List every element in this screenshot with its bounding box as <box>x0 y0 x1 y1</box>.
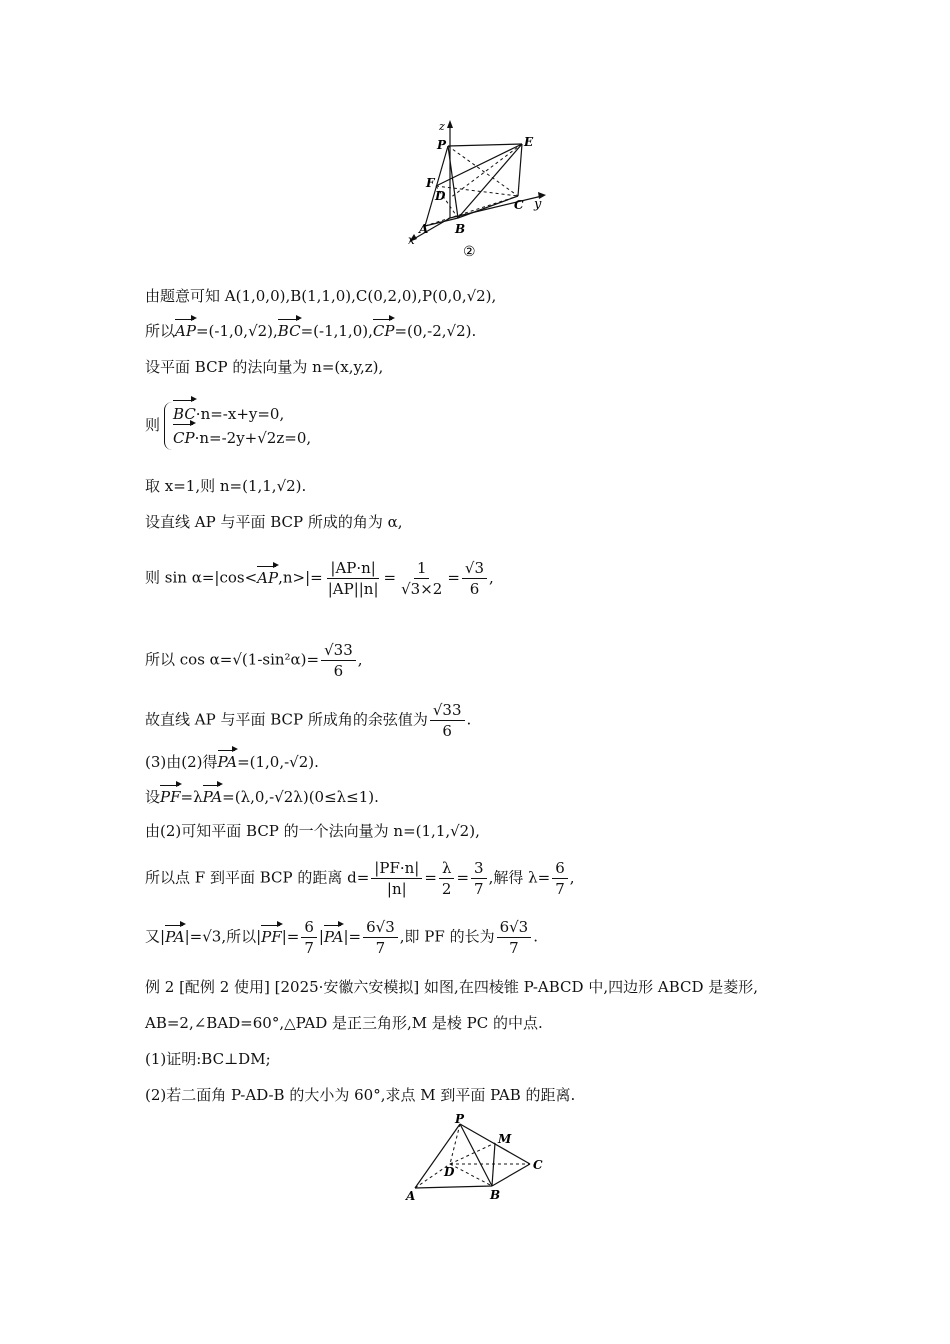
fraction <box>301 917 317 958</box>
text: , <box>357 650 363 669</box>
vector-pa: PA <box>217 753 238 771</box>
text: . <box>466 710 472 729</box>
text: 则 sin α=|cos< <box>145 568 258 587</box>
text: =(0,-2,√2). <box>394 322 477 340</box>
fraction <box>321 640 356 681</box>
text-line-8 <box>145 640 363 681</box>
question-2: (2)若二面角 P-AD-B 的大小为 60°,求点 M 到平面 PAB 的距离. <box>145 1086 576 1104</box>
numerator: √33 <box>430 700 465 721</box>
text: = <box>424 868 437 887</box>
example-heading: 例 2 [配例 2 使用] [2025·安徽六安模拟] 如图,在四棱锥 P-ABCD 中,四边形 ABCD 是菱形, <box>145 978 759 996</box>
question-1: (1)证明:BC⊥DM; <box>145 1050 271 1068</box>
vector-ap: AP <box>257 568 279 587</box>
numerator: √3 <box>462 558 487 579</box>
label-A: A <box>406 1189 416 1203</box>
text-line-14 <box>145 917 538 958</box>
denominator: 7 <box>304 939 314 957</box>
vector-bc: BC <box>277 322 301 340</box>
text-line-9 <box>145 700 471 741</box>
fraction <box>439 858 455 899</box>
vector-pa: PA <box>323 927 344 946</box>
denominator: 2 <box>441 880 452 898</box>
text: = <box>447 568 460 587</box>
label-C: C <box>514 198 524 212</box>
text: =(λ,0,-√2λ)(0≤λ≤1). <box>222 788 379 806</box>
numerator: 6 <box>552 858 568 879</box>
equation-1: ·n=-x+y=0, <box>195 405 285 423</box>
text: =(-1,0,√2), <box>195 322 278 340</box>
text-line-5: 取 x=1,则 n=(1,1,√2). <box>145 477 307 495</box>
vector-cp: CP <box>173 426 195 450</box>
numerator: |PF·n| <box>371 858 422 879</box>
numerator: λ <box>439 858 455 879</box>
system-brace <box>164 402 311 450</box>
text: 故直线 AP 与平面 BCP 所成角的余弦值为 <box>145 710 428 729</box>
fraction <box>371 858 422 899</box>
text: |=√3,所以| <box>184 927 262 946</box>
text: |= <box>281 927 300 946</box>
denominator: 7 <box>509 939 519 957</box>
fraction <box>430 700 465 741</box>
numerator: |AP·n| <box>327 558 378 579</box>
denominator: |n| <box>386 880 407 898</box>
label-B: B <box>490 1188 501 1202</box>
text: ,即 PF 的长为 <box>399 927 495 946</box>
vector-ap: AP <box>175 322 196 340</box>
label-C: C <box>533 1158 543 1172</box>
text-line-16: AB=2,∠BAD=60°,△PAD 是正三角形,M 是棱 PC 的中点. <box>145 1014 543 1032</box>
equation-2: ·n=-2y+√2z=0, <box>194 429 312 447</box>
numerator: 3 <box>471 858 487 879</box>
text: 设 <box>145 788 161 806</box>
text: , <box>489 568 494 587</box>
text: , <box>569 868 575 887</box>
text-line-3: 设平面 BCP 的法向量为 n=(x,y,z), <box>145 358 384 376</box>
text: =(-1,1,0), <box>300 322 373 340</box>
figure-coordinate-diagram <box>400 118 560 263</box>
text-line-13 <box>145 858 575 899</box>
fraction <box>497 917 532 958</box>
text: (3)由(2)得 <box>145 753 218 771</box>
vector-pa: PA <box>202 788 223 806</box>
text-line-6: 设直线 AP 与平面 BCP 所成的角为 α, <box>145 513 403 531</box>
text: 所以 cos α=√(1-sin²α)= <box>145 650 320 669</box>
text-line-1: 由题意可知 A(1,0,0),B(1,1,0),C(0,2,0),P(0,0,√2), <box>145 287 497 305</box>
label-E: E <box>524 135 534 149</box>
vector-pf: PF <box>261 927 282 946</box>
denominator: |AP||n| <box>327 580 379 598</box>
text: | <box>318 927 324 946</box>
text: |= <box>343 927 362 946</box>
denominator: 6 <box>333 662 344 680</box>
text: 所以点 F 到平面 BCP 的距离 d= <box>145 868 370 887</box>
numerator: 6√3 <box>497 917 532 938</box>
text: ,解得 λ= <box>488 868 551 887</box>
text: ,n>|= <box>278 568 323 587</box>
fraction <box>363 917 398 958</box>
label-D: D <box>435 189 446 203</box>
label-A: A <box>419 222 429 236</box>
numerator: 6√3 <box>363 917 398 938</box>
numerator: 1 <box>414 558 430 579</box>
figure-caption: ② <box>463 244 476 260</box>
text-line-10 <box>145 752 319 772</box>
text-line-2 <box>145 321 476 341</box>
label-F: F <box>426 176 435 190</box>
numerator: √33 <box>321 640 356 661</box>
fraction <box>398 558 445 599</box>
label-M: M <box>498 1132 512 1146</box>
numerator: 6 <box>301 917 317 938</box>
text: =(1,0,-√2). <box>237 753 319 771</box>
vector-pa: PA <box>165 927 185 946</box>
denominator: √3×2 <box>401 580 443 598</box>
denominator: 6 <box>442 722 452 740</box>
text: 又| <box>145 927 166 946</box>
label-B: B <box>455 222 466 236</box>
equation-system <box>145 402 311 450</box>
denominator: 7 <box>474 880 484 898</box>
vector-bc: BC <box>173 402 196 426</box>
text: =λ <box>180 788 203 806</box>
denominator: 6 <box>469 580 480 598</box>
label-D: D <box>444 1165 455 1179</box>
fraction <box>552 858 568 899</box>
text-line-12: 由(2)可知平面 BCP 的一个法向量为 n=(1,1,√2), <box>145 822 480 840</box>
fraction <box>325 558 382 599</box>
label-y: y <box>534 197 542 212</box>
label-P: P <box>437 138 447 152</box>
vector-cp: CP <box>372 322 395 340</box>
label-x: x <box>408 233 415 247</box>
text: = <box>383 568 397 587</box>
text: 所以 <box>145 322 176 340</box>
text: . <box>533 927 539 946</box>
label-P: P <box>455 1112 465 1126</box>
text-line-7 <box>145 558 494 599</box>
denominator: 7 <box>375 939 386 957</box>
label-z: z <box>439 120 445 133</box>
fraction <box>462 558 487 599</box>
text: 则 <box>145 416 161 434</box>
denominator: 7 <box>555 880 565 898</box>
text-line-11 <box>145 787 379 807</box>
figure-pyramid <box>400 1110 555 1210</box>
fraction <box>471 858 487 899</box>
text: = <box>456 868 470 887</box>
vector-pf: PF <box>160 788 181 806</box>
